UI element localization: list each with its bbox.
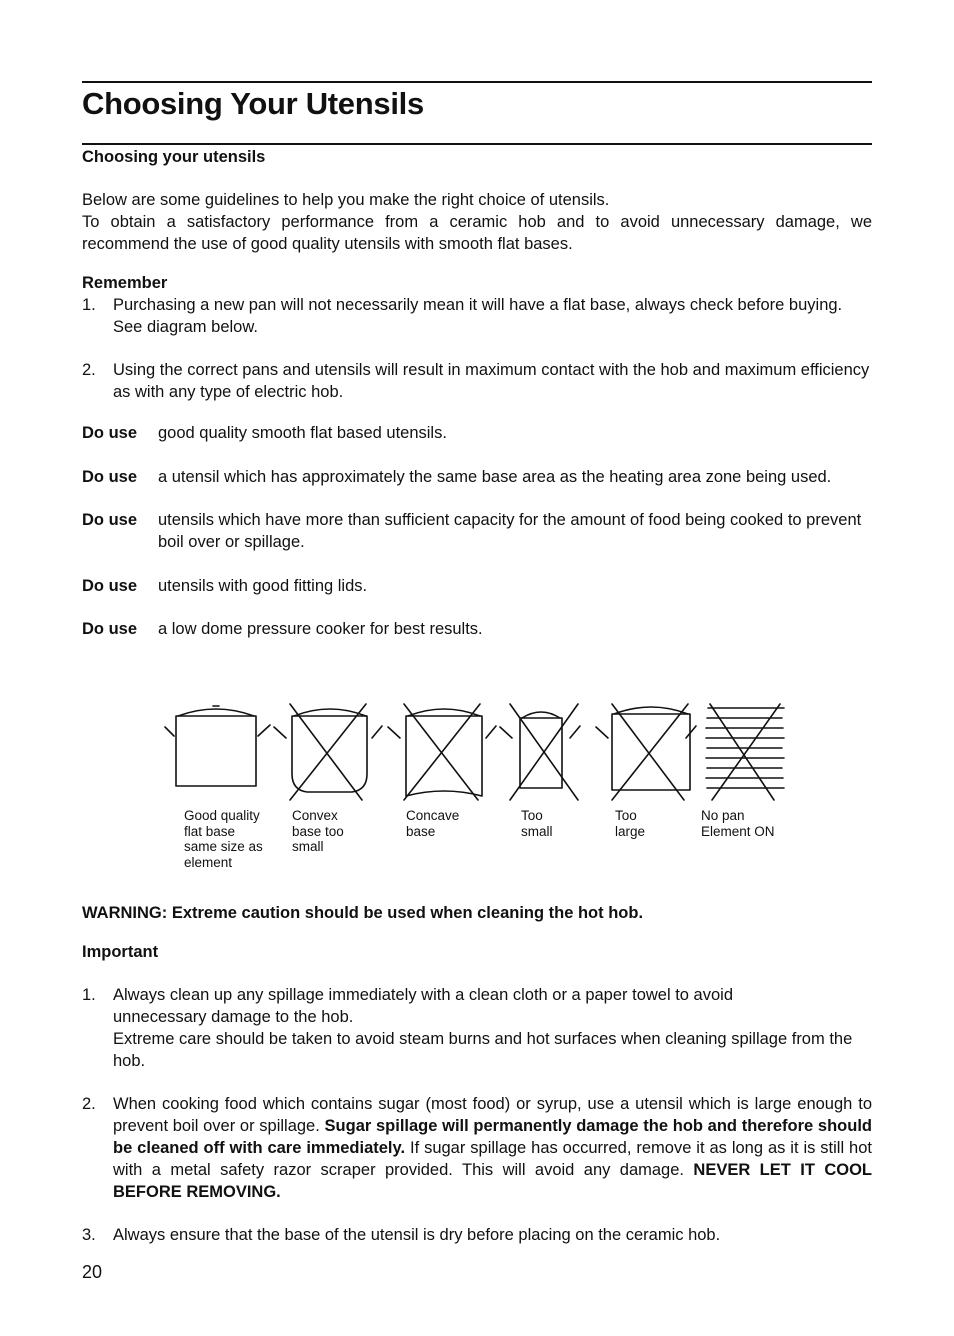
do-use-label-5: Do use <box>82 620 138 638</box>
pan-convex-base-icon <box>274 704 382 800</box>
do-use-label-3: Do use <box>82 511 138 529</box>
caption-line: Convex <box>292 808 338 823</box>
caption-no-pan <box>701 808 811 839</box>
pan-concave-base-icon <box>388 704 496 800</box>
utensil-diagram <box>160 696 800 808</box>
do-use-text-4: utensils with good fitting lids. <box>158 577 368 595</box>
intro-line-1: Below are some guidelines to help you make the right choice of utensils. <box>82 191 610 209</box>
caption-line: same size as <box>184 839 263 854</box>
do-use-text-5: a low dome pressure cooker for best results. <box>158 620 483 638</box>
pan-too-small-icon <box>500 704 580 800</box>
remember-item-2: Using the correct pans and utensils will result in maximum contact with the hob and maximum efficiency as with any type of electric hob. <box>113 361 870 401</box>
important-item-2 <box>113 1093 872 1203</box>
no-pan-element-on-icon <box>706 704 784 800</box>
do-use-text-3: utensils which have more than sufficient capacity for the amount of food being cooked to prevent boil over or spillage. <box>158 511 862 551</box>
caption-line: small <box>292 839 324 854</box>
caption-line: element <box>184 854 233 870</box>
important-number-2: 2. <box>82 1095 96 1113</box>
do-use-label-2: Do use <box>82 468 138 486</box>
important-item-1-line-2: Extreme care should be taken to avoid steam burns and hot surfaces when cleaning spillage from the hob. <box>113 1030 853 1070</box>
top-rule <box>82 81 872 83</box>
caption-line: Too <box>615 808 637 823</box>
remember-item-1: Purchasing a new pan will not necessarily mean it will have a flat base, always check before buying. See diagram below. <box>113 296 843 336</box>
do-use-label-1: Do use <box>82 424 138 442</box>
important-item-2-text: When cooking food which contains sugar (most food) or syrup, use a utensil which is large enough to prevent boil over or spillage. <box>113 1095 872 1135</box>
never-let-cool-warning: NEVER LET IT COOL BEFORE REMOVING. <box>113 1161 873 1201</box>
caption-line: small <box>521 823 553 839</box>
intro-line-2: To obtain a satisfactory performance from a ceramic hob and to avoid unnecessary damage, we recommend the use of good quality utensils with smooth flat bases. <box>82 213 872 253</box>
pan-good-flat-base-icon <box>165 706 270 786</box>
caption-line: Too <box>521 808 543 823</box>
important-item-2-text-cont: If sugar spillage has occurred, remove it as long as it is still hot with a metal safety razor scraper provided. This will avoid any damage. <box>113 1139 872 1179</box>
caption-line: base <box>406 823 436 839</box>
important-heading: Important <box>82 943 159 961</box>
important-number-1: 1. <box>82 986 96 1004</box>
caption-line: No pan <box>701 808 745 823</box>
remember-number-2: 2. <box>82 361 96 379</box>
important-item-1 <box>113 984 872 1072</box>
caption-convex <box>292 808 402 855</box>
caption-line: base too <box>292 823 344 839</box>
page-title: Choosing Your Utensils <box>82 86 424 121</box>
section-subheading: Choosing your utensils <box>82 148 266 166</box>
important-item-3: Always ensure that the base of the utensil is dry before placing on the ceramic hob. <box>113 1226 721 1244</box>
important-number-3: 3. <box>82 1226 96 1244</box>
important-item-1-line-1: Always clean up any spillage immediately with a clean cloth or a paper towel to avoid unnecessary damage to the hob. <box>113 986 733 1026</box>
warning-text: WARNING: Extreme caution should be used when cleaning the hot hob. <box>82 904 644 922</box>
caption-line: flat base <box>184 823 236 839</box>
caption-line: Good quality <box>184 808 260 823</box>
caption-line: Concave <box>406 808 460 823</box>
caption-line: large <box>615 823 646 839</box>
caption-concave <box>406 808 516 839</box>
do-use-label-4: Do use <box>82 577 138 595</box>
do-use-text-2: a utensil which has approximately the same base area as the heating area zone being used. <box>158 468 832 486</box>
pan-too-large-icon <box>596 704 696 800</box>
title-rule <box>82 143 872 145</box>
remember-number-1: 1. <box>82 296 96 314</box>
sugar-spillage-warning: Sugar spillage will permanently damage the hob and therefore should be cleaned off with care immediately. <box>113 1117 872 1157</box>
page-number: 20 <box>82 1262 103 1282</box>
caption-good-quality <box>184 808 294 870</box>
caption-line: Element ON <box>701 823 775 839</box>
remember-heading: Remember <box>82 274 168 292</box>
do-use-text-1: good quality smooth flat based utensils. <box>158 424 447 442</box>
